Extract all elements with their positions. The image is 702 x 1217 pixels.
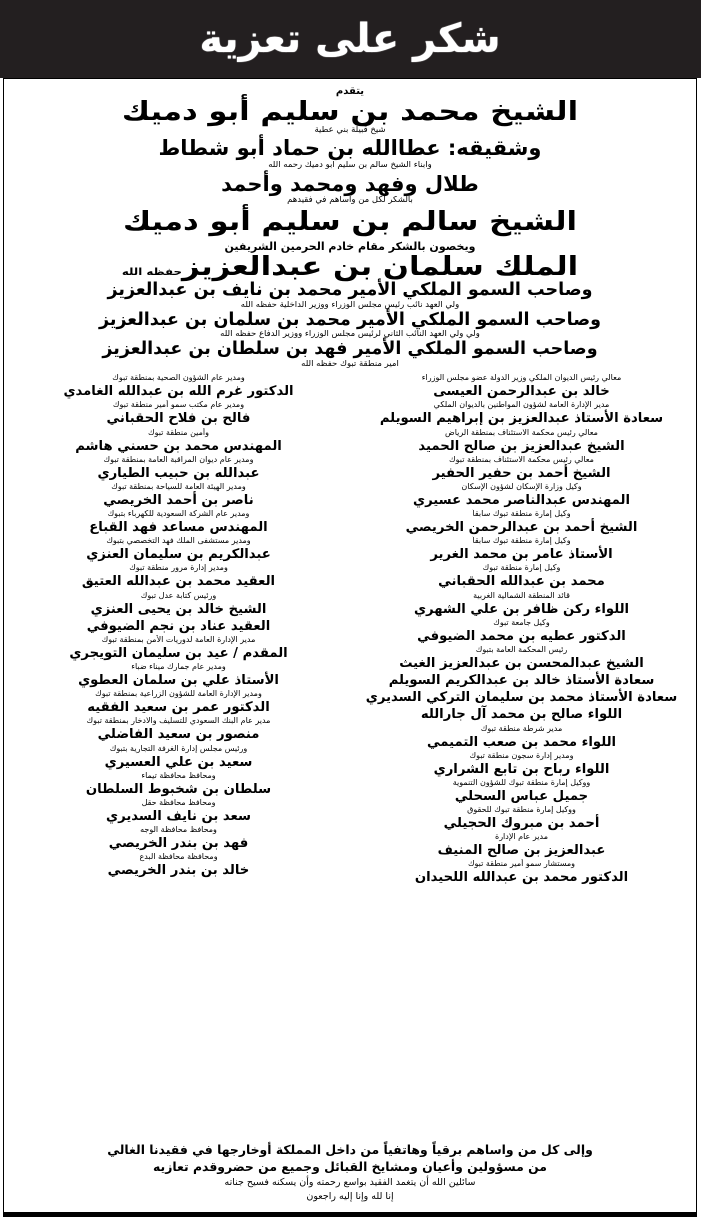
sons-names: طلال وفهد ومحمد وأحمد — [222, 171, 480, 196]
dignitary-name: الشيخ عبدالعزيز بن صالح الحميد — [419, 438, 626, 454]
dignitary-role: ومدير عام مكتب سمو أمير منطقة تبوك — [113, 400, 246, 410]
dignitary-entry — [13, 591, 346, 618]
dignitary-entry — [13, 635, 346, 662]
dignitary-role: ومدير عام جمارك ميناء ضباء — [132, 662, 227, 672]
dignitary-name: الأستاذ علي بن سلمان العطوي — [79, 673, 280, 689]
dignitary-name: سعادة الأستاذ خالد بن عبدالكريم السويلم — [389, 673, 656, 689]
dignitary-name: العقيد محمد بن عبدالله العتيق — [82, 574, 277, 590]
dignitary-name: سلطان بن شخبوط السلطان — [86, 781, 273, 797]
royal-name-3: وصاحب السمو الملكي الأمير فهد بن سلطان بن عبدالعزيز — [103, 338, 599, 359]
dignitary-entry — [356, 563, 689, 590]
intro-block — [13, 83, 689, 369]
closing-line-3: سائلين الله أن يتغمد الفقيد بواسع رحمته وأن يسكنه فسيح جناته — [225, 1176, 477, 1188]
dignitary-entry — [356, 509, 689, 536]
dignitary-entry — [356, 706, 689, 723]
dignitary-entry — [356, 618, 689, 645]
dignitary-name: اللواء محمد بن صعب التميمي — [427, 734, 618, 750]
dignitary-entry — [13, 509, 346, 536]
dignitary-name: الشيخ أحمد بن عبدالرحمن الخريصي — [406, 520, 639, 536]
dignitary-entry — [13, 482, 346, 509]
dignitary-name: سعادة الأستاذ محمد بن سليمان التركي السديري — [366, 690, 679, 706]
dignitary-name: المهندس مساعد فهد القباع — [90, 520, 269, 536]
closing-line-4: إنا لله وإنا إليه راجعون — [307, 1190, 395, 1202]
dignitary-column-left — [13, 373, 346, 1139]
dignitary-role: مدير الإدارة العامة لدوريات الأمن بمنطقة تبوك — [102, 634, 257, 644]
dignitary-role: وأمين منطقة تبوك — [149, 427, 210, 437]
dignitary-role: مدير عام الإدارة — [496, 832, 549, 842]
dignitary-name: الشيخ أحمد بن حفير الحفير — [433, 465, 612, 481]
dignitary-name: الدكتور عطيه بن محمد الضيوفي — [418, 628, 627, 644]
brother-name: وشقيقه: عطاالله بن حماد أبو شطاط — [159, 136, 543, 161]
main-name: الشيخ محمد بن سليم أبو دميك — [122, 96, 580, 127]
dignitary-entry — [356, 751, 689, 778]
dignitary-entry — [13, 744, 346, 771]
dignitary-entry — [13, 825, 346, 852]
dignitary-role: معالي رئيس الديوان الملكي وزير الدولة عضو مجلس الوزراء — [422, 373, 623, 383]
header-banner — [0, 0, 702, 78]
dignitary-name: الدكتور غرم الله بن عبدالله الغامدي — [64, 384, 295, 400]
dignitary-entry — [13, 536, 346, 563]
dignitary-name: الدكتور محمد بن عبدالله اللحيدان — [415, 870, 630, 886]
dignitary-entry — [356, 482, 689, 509]
royal-name-0-suffix: حفظه الله — [122, 267, 184, 279]
dignitary-name: جميل عباس السحلي — [455, 788, 590, 804]
dignitary-role: ومحافظ محافظة تيماء — [142, 770, 217, 780]
closing-paragraph — [13, 1139, 689, 1210]
dignitary-role: معالي رئيس محكمة الاستئناف بمنطقة الرياض — [446, 427, 599, 437]
dignitary-name: اللواء رباح بن تابع الشراري — [434, 761, 611, 777]
dignitary-entry — [356, 689, 689, 706]
dignitary-entry — [356, 591, 689, 618]
brother-role: وأبناء الشيخ سالم بن سليم أبو دميك رحمه الله — [269, 160, 433, 170]
dignitary-entry — [356, 536, 689, 563]
dignitary-role: قائد المنطقة الشمالية الغربية — [474, 590, 571, 600]
dignitary-name: فهد بن بندر الخريصي — [109, 835, 250, 851]
dignitary-role: ورئيس مجلس إدارة الغرفة التجارية بتبوك — [110, 743, 249, 753]
dignitary-role: ومستشار سمو أمير منطقة تبوك — [468, 859, 577, 869]
dignitary-entry — [356, 373, 689, 400]
dignitary-role: ومدير مستشفى الملك فهد التخصصي بتبوك — [107, 536, 252, 546]
dignitary-name: عبدالعزيز بن صالح المنيف — [438, 843, 607, 859]
dignitary-role: ومحافظ محافظة الوجه — [141, 824, 218, 834]
dignitary-name: أحمد بن مبروك الحجيلي — [444, 815, 601, 831]
dignitary-entry — [356, 832, 689, 859]
dignitary-entry — [356, 672, 689, 689]
dignitary-name: خالد بن بندر الخريصي — [108, 863, 251, 879]
banner-title: شكر على تعزية — [200, 16, 502, 62]
dignitary-name: محمد بن عبدالله الحقباني — [439, 574, 606, 590]
dignitary-entry — [356, 805, 689, 832]
dignitary-name: خالد بن عبدالرحمن العيسى — [434, 384, 611, 400]
royals-lead-label: ويخصون بالشكر مقام خادم الحرمين الشريفين — [225, 239, 477, 253]
dignitary-name: الشيخ خالد بن يحيى العنزي — [91, 601, 268, 617]
dignitary-name: عبدالكريم بن سليمان العنزي — [87, 547, 272, 563]
dignitary-name: الشيخ عبدالمحسن بن عبدالعزيز الغيث — [400, 655, 645, 671]
dignitary-name: سعادة الأستاذ عبدالعزيز بن إبراهيم السويلم — [380, 411, 665, 427]
dignitary-role: مدير الإدارة العامة لشؤون المواطنين بالديوان الملكي — [434, 400, 611, 410]
dignitary-name: اللواء صالح بن محمد آل جارالله — [421, 707, 624, 723]
dignitary-role: ومدير عام ديوان المراقبة العامة بمنطقة تبوك — [104, 454, 255, 464]
dignitary-name: فالح بن فلاح الحقباني — [107, 411, 252, 427]
dignitary-role: ومدير الإدارة العامة للشؤون الزراعية بمنطقة تبوك — [96, 689, 263, 699]
dignitary-role: ومدير عام الشركة السعودية للكهرباء بتبوك — [108, 509, 251, 519]
royal-name-0-text: الملك سلمان بن عبدالعزيز — [183, 252, 580, 283]
dignitary-role: ومحافظ محافظة حقل — [142, 797, 217, 807]
dignitary-entry — [13, 852, 346, 879]
dignitary-entry — [13, 689, 346, 716]
dignitary-name: عبدالله بن حبيب الطياري — [98, 465, 261, 481]
dignitary-role: ومحافظة محافظة البدع — [140, 852, 219, 862]
presented-by-label: يتقدم — [336, 86, 366, 97]
dignitary-entry — [356, 724, 689, 751]
dignitary-role: ومدير عام الشؤون الصحية بمنطقة تبوك — [113, 373, 246, 383]
dignitary-role: وكيل وزارة الإسكان لشؤون الإسكان — [462, 481, 583, 491]
dignitary-entry — [13, 716, 346, 743]
dignitary-role: ومدير الهيئة العامة للسياحة بمنطقة تبوك — [112, 481, 247, 491]
dignitary-entry — [13, 662, 346, 689]
dignitary-role: وكيل إمارة منطقة تبوك سابقاً — [473, 536, 572, 546]
dignitary-name: الأستاذ عامر بن محمد الغرير — [431, 547, 614, 563]
dignitary-entry — [13, 428, 346, 455]
closing-line-2: من مسؤولين وأعيان ومشايخ القبائل وجميع من حضروقدم تعازيه — [154, 1158, 548, 1174]
dignitary-name: المقدم / عيد بن سليمان التويجري — [70, 645, 289, 661]
dignitary-name: سعد بن نايف السديري — [107, 808, 252, 824]
royal-role-2: ولي ولي العهد النائب الثاني لرئيس مجلس الوزراء ووزير الدفاع حفظه الله — [221, 330, 481, 340]
dignitary-name: المهندس محمد بن حسني هاشم — [76, 438, 283, 454]
dignitary-name: اللواء ركن ظافر بن علي الشهري — [414, 601, 631, 617]
dignitary-name: منصور بن سعيد الفاضلي — [98, 727, 261, 743]
dignitary-role: رئيس المحكمة العامة بتبوك — [476, 644, 569, 654]
dignitary-role: ورئيس كتابة عدل تبوك — [141, 590, 218, 600]
dignitary-entry — [356, 859, 689, 886]
dignitary-role: ووكيل إمارة منطقة تبوك للشؤون التنموية — [453, 777, 592, 787]
royal-role-1: ولي العهد نائب رئيس مجلس الوزراء ووزير الداخلية حفظه الله — [241, 300, 461, 310]
dignitary-entry — [356, 778, 689, 805]
royal-role-3: أمير منطقة تبوك حفظه الله — [302, 359, 400, 369]
dignitary-entry — [356, 455, 689, 482]
dignitary-name: المهندس عبدالناصر محمد عسيري — [414, 492, 631, 508]
dignitary-entry — [13, 373, 346, 400]
dignitary-entry — [13, 798, 346, 825]
dignitary-entry — [13, 618, 346, 635]
royal-name-1: وصاحب السمو الملكي الأمير محمد بن نايف بن عبدالعزيز — [108, 280, 594, 301]
main-role: شيخ قبيلة بني عطية — [315, 125, 387, 135]
dignitary-name: ناصر بن أحمد الخريصي — [104, 492, 255, 508]
dignitary-entry — [356, 645, 689, 672]
dignitary-role: ومدير إدارة سجون منطقة تبوك — [470, 750, 575, 760]
royal-name-0 — [0, 253, 702, 281]
deceased-name: الشيخ سالم بن سليم أبو دميك — [123, 206, 579, 237]
advert-frame — [4, 78, 698, 1217]
dignitary-name: العقيد عناد بن نجم الضيوفي — [87, 618, 272, 634]
dignitary-entry — [356, 428, 689, 455]
dignitary-role: مدير عام البنك السعودي للتسليف والادخار بمنطقة تبوك — [87, 716, 272, 726]
dignitary-entry — [13, 563, 346, 590]
dignitary-columns — [13, 369, 689, 1139]
dignitary-name: الدكتور عمر بن سعيد الفقيه — [88, 700, 271, 716]
dignitary-role: وكيل إمارة منطقة تبوك سابقاً — [473, 509, 572, 519]
thanks-label: بالشكر لكل من واساهم في فقيدهم — [288, 196, 414, 206]
dignitary-role: وكيل جامعة تبوك — [494, 617, 551, 627]
dignitary-column-right — [356, 373, 689, 1139]
dignitary-role: معالي رئيس محكمة الاستئناف بمنطقة تبوك — [450, 454, 595, 464]
dignitary-entry — [13, 400, 346, 427]
dignitary-entry — [13, 771, 346, 798]
dignitary-entry — [356, 400, 689, 427]
royal-name-2: وصاحب السمو الملكي الأمير محمد بن سلمان بن عبدالعزيز — [99, 309, 603, 330]
closing-line-1: وإلى كل من واساهم برقياً وهاتفياً من داخل المملكة أوخارجها في فقيدنا الغالي — [108, 1142, 594, 1158]
dignitary-role: ووكيل إمارة منطقة تبوك للحقوق — [468, 804, 577, 814]
dignitary-role: ومدير إدارة مرور منطقة تبوك — [130, 563, 229, 573]
dignitary-role: مدير شرطة منطقة تبوك — [481, 723, 564, 733]
dignitary-entry — [13, 455, 346, 482]
dignitary-role: وكيل إمارة منطقة تبوك — [483, 563, 562, 573]
dignitary-name: سعيد بن علي العسيري — [105, 754, 254, 770]
